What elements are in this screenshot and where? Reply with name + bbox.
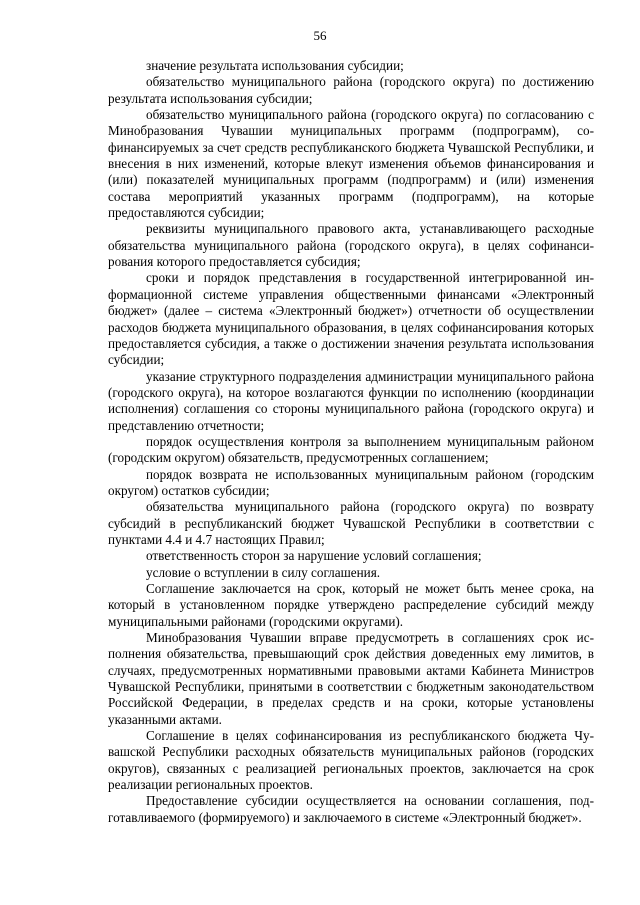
paragraph-7: порядок осуществления контроля за выполнением муниципальным районом (городским округом) обязательств, предусмотренных соглашением; [108, 433, 594, 466]
paragraph-15: Предоставление субсидии осуществляется на основании соглашения, подготавливаемого (формируемого) и заключаемого в системе «Электронный бюджет». [108, 793, 594, 825]
paragraph-4: реквизиты муниципального правового акта, устанавливающего расходные обязательства муниципального района (городского округа), в целях софинансирования которого предоставляется субсидия; [108, 221, 594, 270]
paragraph-9: обязательства муниципального района (городского округа) по возврату субсидий в республиканский бюджет Чувашской Республики в соответствии с пунктами 4.4 и 4.7 настоящих Правил; [108, 499, 594, 547]
paragraph-12: Соглашение заключается на срок, который не может быть менее срока, на который в установленном порядке утверждено распределение субсидий между муниципальными районами (городскими округами). [108, 581, 594, 629]
paragraph-5: сроки и порядок представления в государственной интегрированной информационной системе управления общественными финансами «Электронный бюджет» (далее – система «Электронный бюджет») отчетности об осуществлении расходов бюджета муниципального образования, в целях софинансирования которых предоставляется субсидия, а также о достижении значения результата использования субсидии; [108, 270, 594, 368]
paragraph-2: обязательство муниципального района (городского округа) по достижению результата использования субсидии; [108, 74, 594, 106]
page-number: 56 [313, 28, 327, 43]
paragraph-3: обязательство муниципального района (городского округа) по согласованию с Минобразования Чувашии муниципальных программ (подпрограмм), софинансируемых за счет средств республиканского бюджета Чувашской Республики, и внесения в них изменений, которые влекут изменения объемов финансирования и (или) показателей муниципальных программ (подпрограмм) и (или) изменения состава мероприятий указанных программ (подпрограмм), на которые предоставляются субсидии; [108, 107, 594, 221]
paragraph-1: значение результата использования субсидии; [146, 58, 404, 73]
paragraph-10: ответственность сторон за нарушение условий соглашения; [146, 548, 482, 564]
paragraph-8: порядок возврата не использованных муниципальным районом (городским округом) остатков субсидии; [108, 466, 594, 498]
document-body [108, 58, 594, 826]
paragraph-13: Минобразования Чувашии вправе предусмотреть в соглашениях срок исполнения обязательства, превышающий срок действия доведенных ему лимитов, в случаях, предусмотренных нормативными правовыми актами Кабинета Министров Чувашской Республики, принятыми в соответствии с бюджетным законодательством Российской Федерации, в пределах средств и на сроки, которые установлены указанными актами. [108, 630, 594, 727]
paragraph-14: Соглашение в целях софинансирования из республиканского бюджета Чувашской Республики расходных обязательств муниципальных районов (городских округов), связанных с реализацией региональных проектов, заключается на срок реализации региональных проектов. [108, 728, 594, 793]
paragraph-6: указание структурного подразделения администрации муниципального района (городского округа), на которое возлагаются функции по исполнению (координации исполнения) соглашения со стороны муниципального района (городского округа) и представлению отчетности; [108, 368, 594, 433]
paragraph-11: условие о вступлении в силу соглашения. [146, 564, 381, 580]
